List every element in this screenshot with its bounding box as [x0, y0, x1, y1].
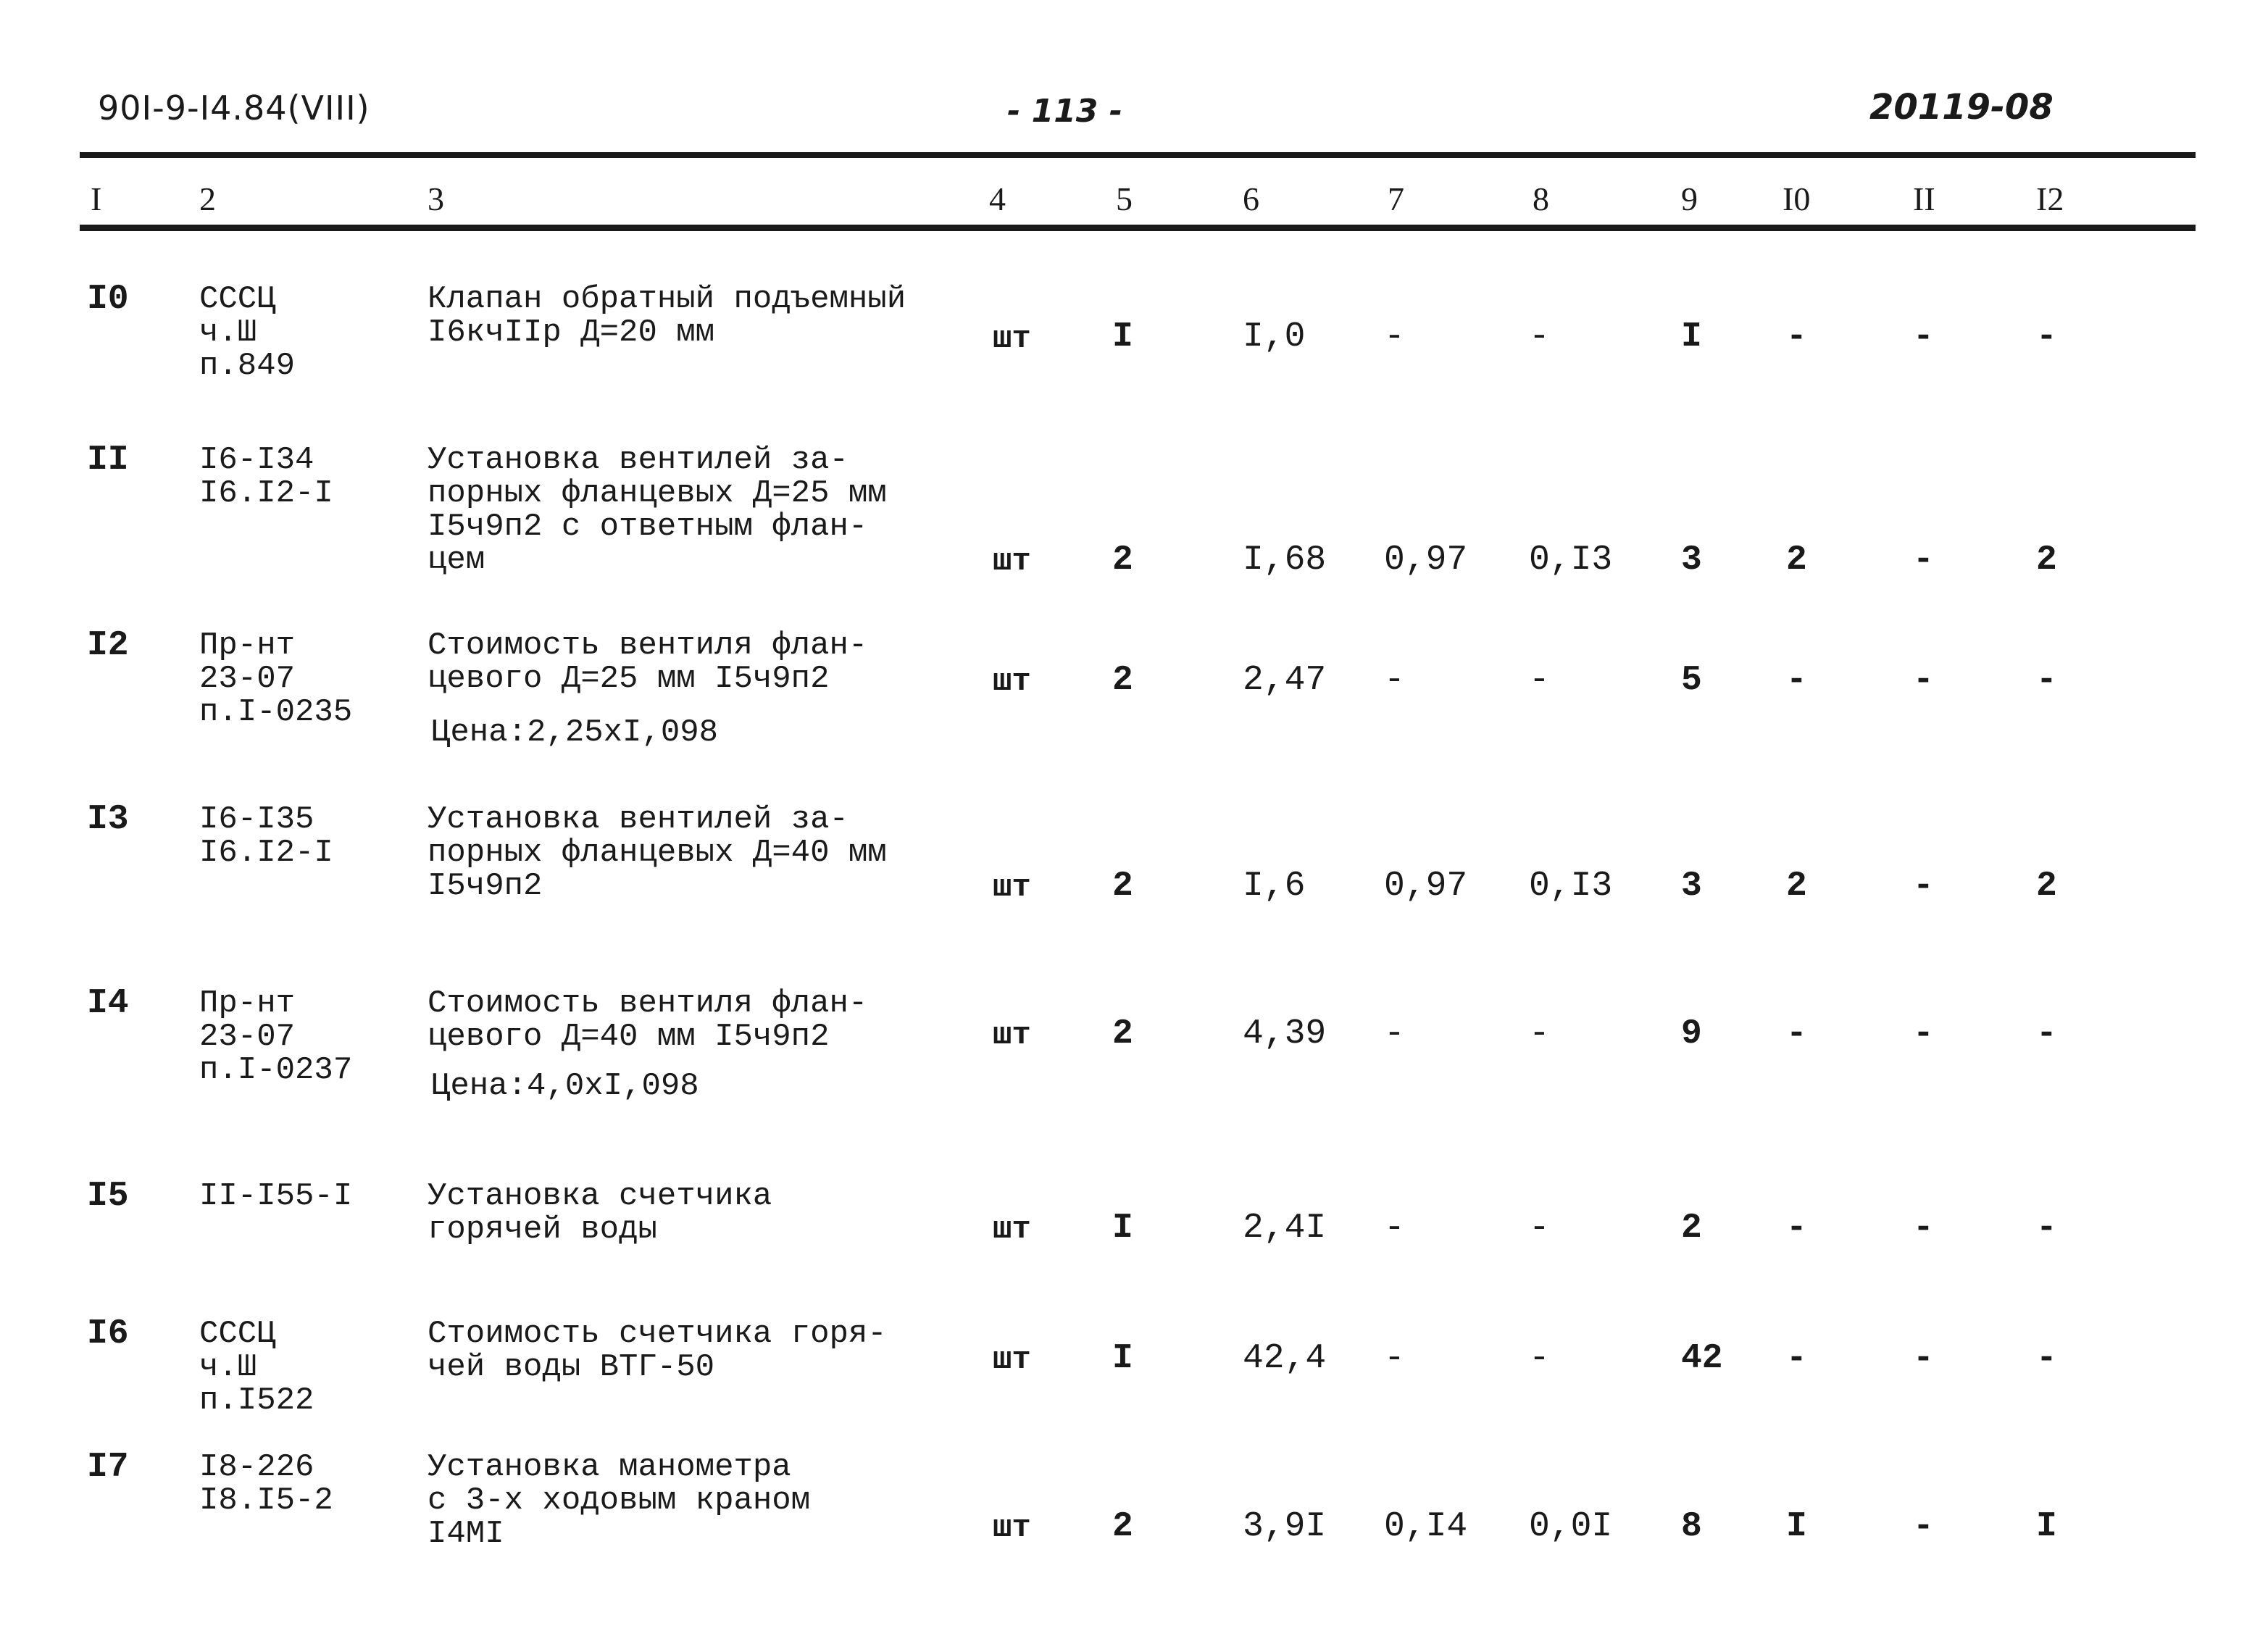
work-description: Клапан обратный подъемный I6кчIIp Д=20 мм — [428, 281, 906, 351]
work-description: Установка вентилей за- порных фланцевых Д=40 мм I5ч9п2 — [428, 801, 887, 904]
quantity: 2 — [1112, 661, 1133, 700]
col10-value: - — [1786, 661, 1807, 700]
row-number: I7 — [87, 1448, 129, 1487]
unit: шт — [993, 1211, 1031, 1248]
column-header-11: II — [1913, 180, 1935, 217]
col6-value: I,6 — [1243, 867, 1306, 906]
price-formula: Цена:2,25хI,098 — [431, 714, 719, 751]
col9-value: 9 — [1681, 1014, 1702, 1054]
sheet-number: 20119-08 — [1869, 87, 2054, 128]
col11-value: - — [1913, 1507, 1934, 1546]
col12-value: - — [2036, 661, 2057, 700]
column-header-8: 8 — [1533, 180, 1549, 217]
quantity: I — [1112, 1339, 1133, 1378]
work-description: Стоимость счетчика горя- чей воды ВТГ-50 — [428, 1316, 887, 1385]
work-description: Установка счетчика горячей воды — [428, 1178, 772, 1248]
col9-value: 42 — [1681, 1339, 1723, 1378]
unit: шт — [993, 664, 1031, 700]
document-code: 90I-9-I4.84(VIII) — [98, 88, 370, 128]
col10-value: I — [1786, 1507, 1807, 1546]
column-header-3: 3 — [428, 180, 444, 217]
work-description: Установка вентилей за- порных фланцевых Д=25 мм I5ч9п2 с ответным флан- цем — [428, 442, 887, 578]
norm-code: I6-I34 I6.I2-I — [199, 442, 333, 512]
col8-value: 0,I3 — [1529, 867, 1613, 906]
unit: шт — [993, 869, 1031, 906]
norm-code: II-I55-I — [199, 1178, 353, 1214]
col10-value: - — [1786, 317, 1807, 356]
column-header-12: I2 — [2036, 180, 2064, 217]
col6-value: 2,47 — [1243, 661, 1327, 700]
col6-value: 42,4 — [1243, 1339, 1327, 1378]
col12-value: - — [2036, 1014, 2057, 1054]
row-number: I3 — [87, 800, 129, 839]
col7-value: - — [1384, 661, 1405, 700]
header-rule — [80, 225, 2196, 231]
column-header-9: 9 — [1681, 180, 1698, 217]
quantity: I — [1112, 317, 1133, 356]
col7-value: - — [1384, 1339, 1405, 1378]
col9-value: I — [1681, 317, 1702, 356]
col8-value: - — [1529, 1209, 1550, 1248]
work-description: Установка манометра с 3-х ходовым краном I4МI — [428, 1449, 811, 1552]
col7-value: - — [1384, 1014, 1405, 1054]
unit: шт — [993, 1510, 1031, 1546]
col7-value: 0,97 — [1384, 867, 1468, 906]
quantity: I — [1112, 1209, 1133, 1248]
col10-value: - — [1786, 1209, 1807, 1248]
quantity: 2 — [1112, 1507, 1133, 1546]
column-header-2: 2 — [199, 180, 216, 217]
col12-value: 2 — [2036, 867, 2057, 906]
unit: шт — [993, 1017, 1031, 1054]
column-header-4: 4 — [989, 180, 1006, 217]
top-rule — [80, 152, 2196, 158]
col9-value: 3 — [1681, 541, 1702, 580]
col10-value: 2 — [1786, 867, 1807, 906]
col6-value: 4,39 — [1243, 1014, 1327, 1054]
quantity: 2 — [1112, 1014, 1133, 1054]
unit: шт — [993, 1342, 1031, 1378]
norm-code: СССЦ ч.Ш п.I522 — [199, 1316, 314, 1419]
norm-code: I8-226 I8.I5-2 — [199, 1449, 333, 1519]
norm-code: СССЦ ч.Ш п.849 — [199, 281, 296, 384]
norm-code: I6-I35 I6.I2-I — [199, 801, 333, 871]
col11-value: - — [1913, 317, 1934, 356]
norm-code: Пр-нт 23-07 п.I-0235 — [199, 627, 353, 730]
col10-value: - — [1786, 1014, 1807, 1054]
col8-value: - — [1529, 1339, 1550, 1378]
col9-value: 2 — [1681, 1209, 1702, 1248]
col12-value: 2 — [2036, 541, 2057, 580]
col9-value: 8 — [1681, 1507, 1702, 1546]
page-number: - 113 - — [1007, 93, 1123, 130]
column-header-7: 7 — [1388, 180, 1404, 217]
col7-value: 0,97 — [1384, 541, 1468, 580]
col9-value: 5 — [1681, 661, 1702, 700]
col6-value: I,0 — [1243, 317, 1306, 356]
col11-value: - — [1913, 1209, 1934, 1248]
column-header-10: I0 — [1783, 180, 1811, 217]
col11-value: - — [1913, 867, 1934, 906]
col9-value: 3 — [1681, 867, 1702, 906]
work-description: Стоимость вентиля флан- цевого Д=25 мм I5ч9п2 — [428, 627, 868, 697]
row-number: II — [87, 441, 129, 480]
col6-value: 3,9I — [1243, 1507, 1327, 1546]
col8-value: 0,I3 — [1529, 541, 1613, 580]
row-number: I2 — [87, 626, 129, 665]
col8-value: - — [1529, 1014, 1550, 1054]
col7-value: - — [1384, 1209, 1405, 1248]
column-header-5: 5 — [1116, 180, 1133, 217]
col11-value: - — [1913, 1014, 1934, 1054]
col12-value: - — [2036, 1209, 2057, 1248]
row-number: I6 — [87, 1314, 129, 1353]
work-description: Стоимость вентиля флан- цевого Д=40 мм I5ч9п2 — [428, 985, 868, 1055]
row-number: I0 — [87, 280, 129, 319]
col8-value: - — [1529, 661, 1550, 700]
col12-value: I — [2036, 1507, 2057, 1546]
col6-value: I,68 — [1243, 541, 1327, 580]
col8-value: - — [1529, 317, 1550, 356]
col11-value: - — [1913, 1339, 1934, 1378]
col11-value: - — [1913, 661, 1934, 700]
unit: шт — [993, 543, 1031, 580]
column-header-1: I — [91, 180, 102, 217]
col10-value: - — [1786, 1339, 1807, 1378]
col8-value: 0,0I — [1529, 1507, 1613, 1546]
col7-value: 0,I4 — [1384, 1507, 1468, 1546]
col12-value: - — [2036, 1339, 2057, 1378]
quantity: 2 — [1112, 541, 1133, 580]
row-number: I4 — [87, 984, 129, 1023]
row-number: I5 — [87, 1177, 129, 1216]
column-header-6: 6 — [1243, 180, 1259, 217]
col11-value: - — [1913, 541, 1934, 580]
price-formula: Цена:4,0хI,098 — [431, 1068, 699, 1104]
quantity: 2 — [1112, 867, 1133, 906]
col10-value: 2 — [1786, 541, 1807, 580]
col7-value: - — [1384, 317, 1405, 356]
norm-code: Пр-нт 23-07 п.I-0237 — [199, 985, 353, 1088]
col12-value: - — [2036, 317, 2057, 356]
unit: шт — [993, 321, 1031, 357]
col6-value: 2,4I — [1243, 1209, 1327, 1248]
